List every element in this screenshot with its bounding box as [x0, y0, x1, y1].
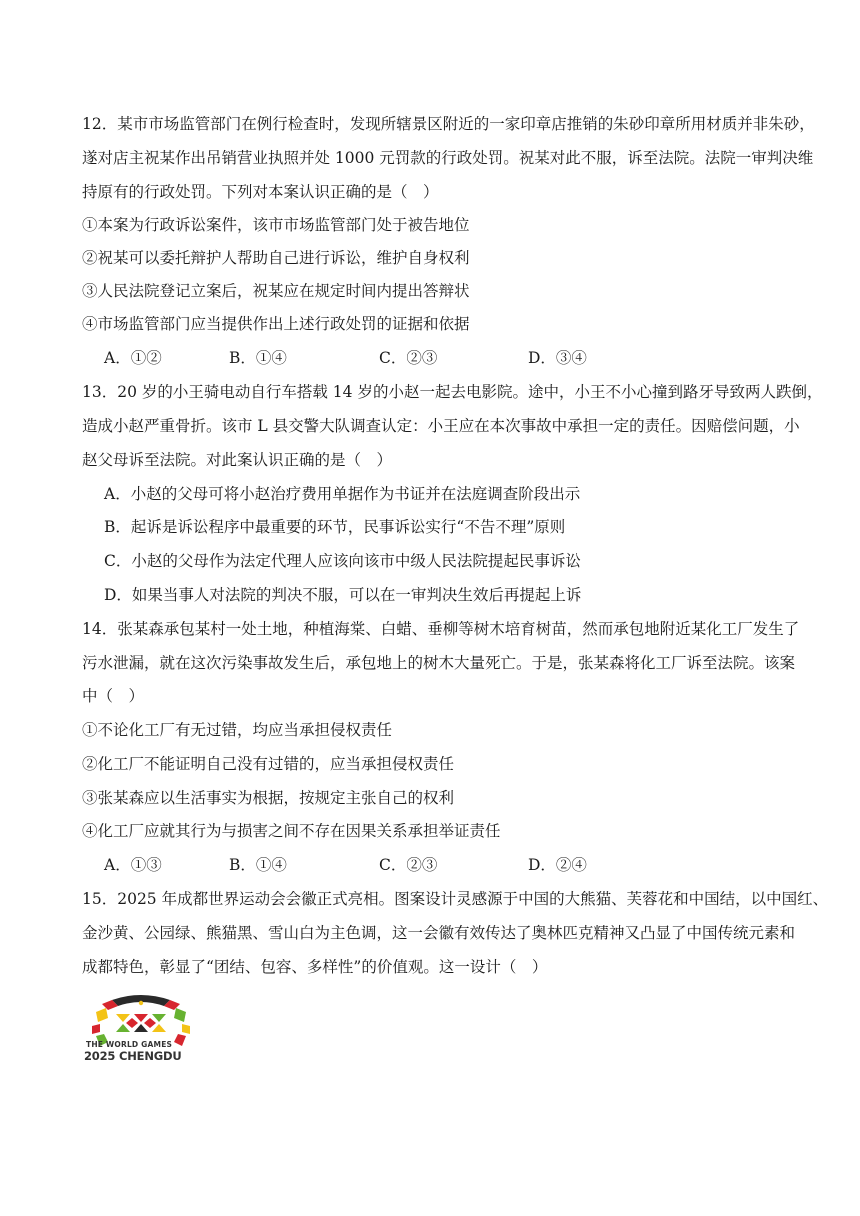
q14-stem-line-2: 污水泄漏，就在这次污染事故发生后，承包地上的树木大量死亡。于是，张某森将化工厂诉至法院。该案 [82, 654, 796, 672]
q15-stem-line-1: 15．2025 年成都世界运动会会徽正式亮相。图案设计灵感源于中国的大熊猫、芙蓉花和中国结，以中国红、 [82, 890, 829, 908]
q14-statement-1: ①不论化工厂有无过错，均应当承担侵权责任 [82, 721, 393, 739]
q12-option-c[interactable]: C．②③ [379, 349, 438, 367]
q12-option-b[interactable]: B．①④ [229, 349, 287, 367]
q14-option-d[interactable]: D．②④ [528, 856, 587, 874]
q14-statement-2: ②化工厂不能证明自己没有过错的，应当承担侵权责任 [82, 755, 455, 773]
q14-stem-line-1: 14．张某森承包某村一处土地，种植海棠、白蜡、垂柳等树木培育树苗，然而承包地附近某化工厂发生了 [82, 620, 800, 638]
q12-statement-4: ④市场监管部门应当提供作出上述行政处罚的证据和依据 [82, 315, 470, 333]
q15-stem-line-3: 成都特色，彰显了“团结、包容、多样性”的价值观。这一设计（ ） [82, 958, 548, 976]
q12-stem-line-1: 12．某市市场监管部门在例行检查时，发现所辖景区附近的一家印章店推销的朱砂印章所用材质并非朱砂， [82, 115, 815, 133]
q12-statement-2: ②祝某可以委托辩护人帮助自己进行诉讼，维护自身权利 [82, 249, 470, 267]
q13-option-a[interactable]: A．小赵的父母可将小赵治疗费用单据作为书证并在法庭调查阶段出示 [104, 485, 581, 503]
q13-stem-line-1: 13．20 岁的小王骑电动自行车搭载 14 岁的小赵一起去电影院。途中，小王不小心撞到路牙导致两人跌倒， [82, 383, 823, 401]
q12-stem-line-2: 遂对店主祝某作出吊销营业执照并处 1000 元罚款的行政处罚。祝某对此不服，诉至法院。法院一审判决维 [82, 149, 814, 167]
q12-statement-1: ①本案为行政诉讼案件，该市市场监管部门处于被告地位 [82, 216, 470, 234]
q13-stem-line-3: 赵父母诉至法院。对此案认识正确的是（ ） [82, 451, 393, 469]
q13-option-d[interactable]: D．如果当事人对法院的判决不服，可以在一审判决生效后再提起上诉 [104, 586, 582, 604]
q15-stem-line-2: 金沙黄、公园绿、熊猫黑、雪山白为主色调，这一会徽有效传达了奥林匹克精神又凸显了中国传统元素和 [82, 924, 796, 942]
q13-option-b[interactable]: B．起诉是诉讼程序中最重要的环节，民事诉讼实行“不告不理”原则 [104, 518, 566, 536]
q12-option-a[interactable]: A．①② [104, 349, 162, 367]
q14-option-b[interactable]: B．①④ [229, 856, 287, 874]
emblem-text-world-games: THE WORLD GAMES [86, 1040, 173, 1049]
q14-statement-3: ③张某森应以生活事实为根据，按规定主张自己的权利 [82, 789, 455, 807]
q12-option-d[interactable]: D．③④ [528, 349, 587, 367]
q14-option-c[interactable]: C．②③ [379, 856, 438, 874]
q13-option-c[interactable]: C．小赵的父母作为法定代理人应该向该市中级人民法院提起民事诉讼 [104, 552, 581, 570]
q14-option-a[interactable]: A．①③ [104, 856, 162, 874]
q13-stem-line-2: 造成小赵严重骨折。该市 L 县交警大队调查认定：小王应在本次事故中承担一定的责任。因赔偿问题，小 [82, 417, 800, 435]
q12-statement-3: ③人民法院登记立案后，祝某应在规定时间内提出答辩状 [82, 282, 470, 300]
q12-stem-line-3: 持原有的行政处罚。下列对本案认识正确的是（ ） [82, 183, 439, 201]
q14-stem-line-3: 中（ ） [82, 687, 145, 705]
emblem-text-2025-chengdu: 2025 CHENGDU [84, 1049, 182, 1063]
q14-statement-4: ④化工厂应就其行为与损害之间不存在因果关系承担举证责任 [82, 822, 501, 840]
